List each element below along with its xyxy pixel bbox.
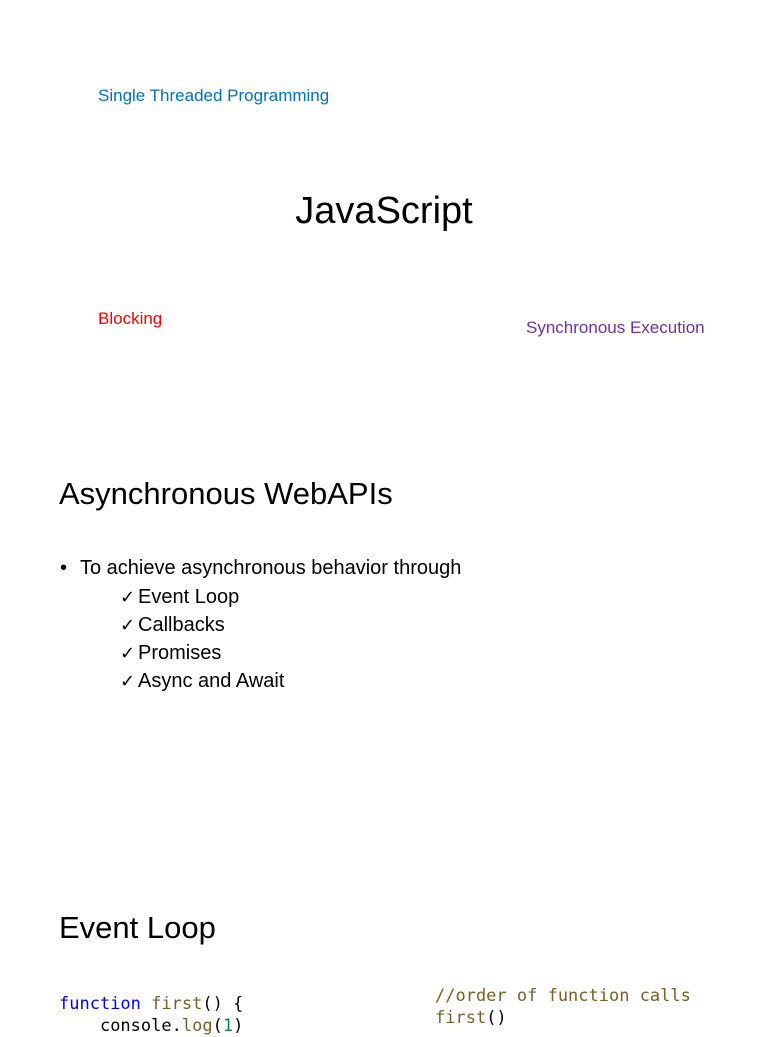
slide-title-javascript: JavaScript [295,190,473,232]
subtitle-single-threaded: Single Threaded Programming [98,86,330,105]
code-number: 1 [222,1016,234,1036]
code-line: console.log(1) [59,1015,243,1037]
checkmark-icon: ✓ [120,671,136,692]
checkmark-icon: ✓ [120,615,136,636]
code-line [59,993,243,1015]
code-keyword: function [59,994,141,1014]
checklist-item [120,613,284,641]
code-line [435,1007,691,1029]
checklist-item-label: Async and Await [138,670,285,692]
code-punctuation: () [486,1008,507,1028]
code-block-function [59,993,243,1037]
checklist-item [120,585,284,613]
label-synchronous-execution: Synchronous Execution [526,318,705,337]
checklist-item-label: Event Loop [138,586,240,608]
checklist-item-label: Callbacks [138,614,225,636]
code-punctuation: ( [212,1016,223,1036]
checkmark-icon: ✓ [120,587,136,608]
slide-heading-async-webapis: Asynchronous WebAPIs [59,476,393,511]
code-punctuation: () { [202,994,244,1014]
code-method: log [181,1016,213,1036]
slide-heading-event-loop: Event Loop [59,910,216,945]
code-function-call: first [435,1008,487,1028]
label-blocking: Blocking [98,309,163,328]
code-function-name: first [151,994,203,1014]
checklist-item [120,669,284,697]
bullet-text: To achieve asynchronous behavior through [80,557,462,579]
checkmark-icon: ✓ [120,643,136,664]
code-indent [59,1016,100,1036]
code-comment: //order of function calls [435,986,691,1006]
code-punctuation: ) [233,1016,244,1036]
code-object: console [99,1016,172,1036]
checklist [120,585,284,697]
checklist-item [120,641,284,669]
checklist-item-label: Promises [138,642,222,664]
bullet-point [60,557,461,580]
bullet-icon: • [60,557,68,579]
code-block-calls [435,985,691,1029]
